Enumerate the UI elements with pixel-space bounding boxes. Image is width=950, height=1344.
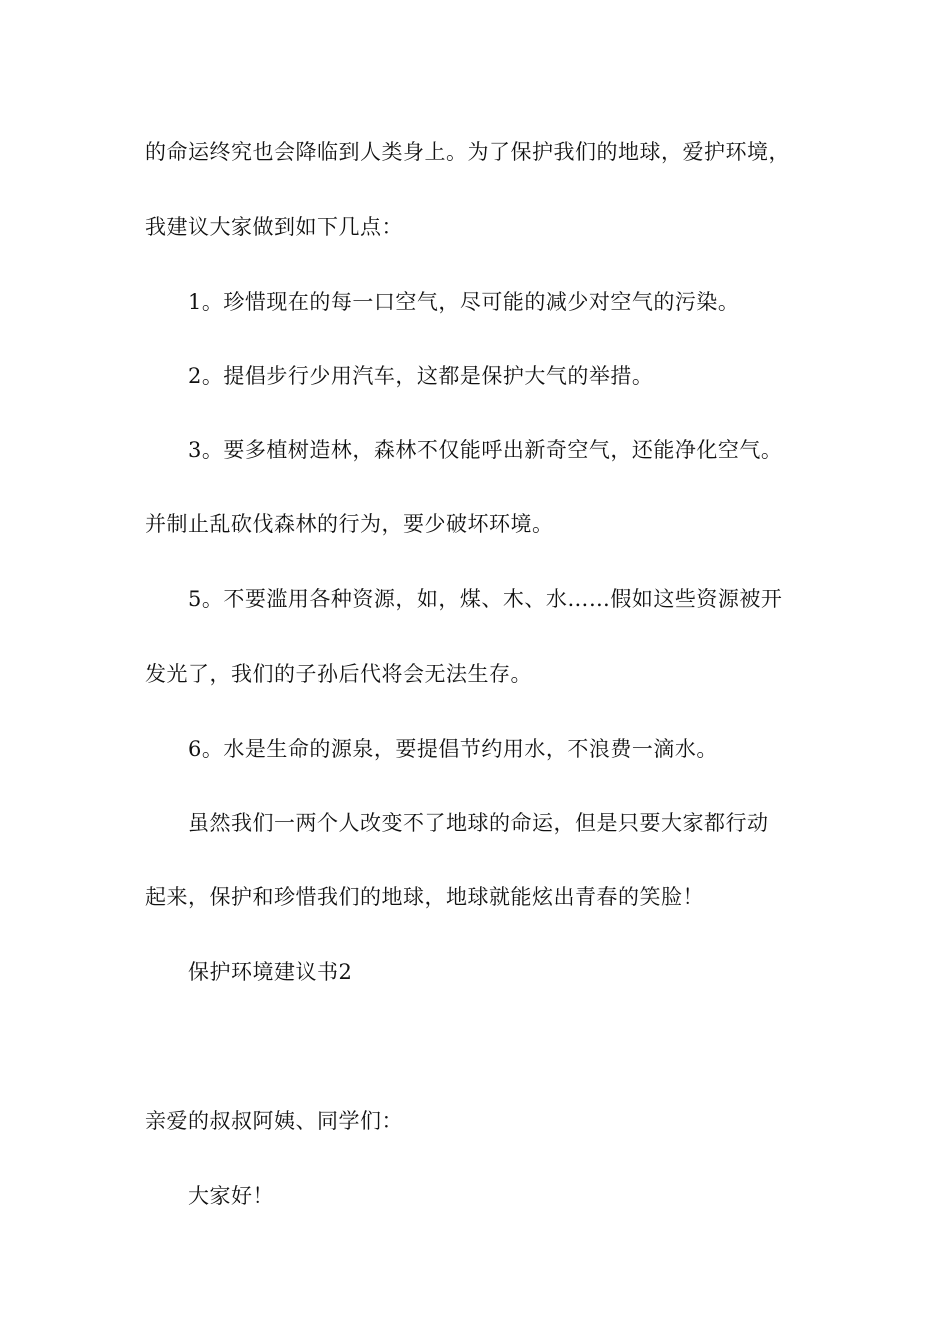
- list-item-1: 1。珍惜现在的每一口空气，尽可能的减少对空气的污染。: [188, 290, 740, 314]
- list-item-6: 6。水是生命的源泉，要提倡节约用水，不浪费一滴水。: [188, 737, 718, 761]
- list-item-5-continued: 发光了，我们的子孙后代将会无法生存。: [145, 662, 532, 686]
- closing-paragraph-line: 起来，保护和珍惜我们的地球，地球就能炫出青春的笑脸！: [145, 885, 704, 909]
- list-item-3-continued: 并制止乱砍伐森林的行为，要少破坏环境。: [145, 512, 554, 536]
- list-item-5: 5。不要滥用各种资源，如，煤、木、水……假如这些资源被开: [188, 587, 783, 611]
- closing-paragraph-line: 虽然我们一两个人改变不了地球的命运，但是只要大家都行动: [188, 811, 769, 835]
- paragraph-line: 我建议大家做到如下几点：: [145, 215, 403, 239]
- list-item-3: 3。要多植树造林，森林不仅能呼出新奇空气，还能净化空气。: [188, 438, 783, 462]
- section-title: 保护环境建议书2: [188, 960, 353, 984]
- list-item-2: 2。提倡步行少用汽车，这都是保护大气的举措。: [188, 364, 654, 388]
- paragraph-line: 的命运终究也会降临到人类身上。为了保护我们的地球，爱护环境，: [145, 140, 790, 164]
- greeting: 大家好！: [188, 1184, 274, 1208]
- salutation: 亲爱的叔叔阿姨、同学们：: [145, 1109, 403, 1133]
